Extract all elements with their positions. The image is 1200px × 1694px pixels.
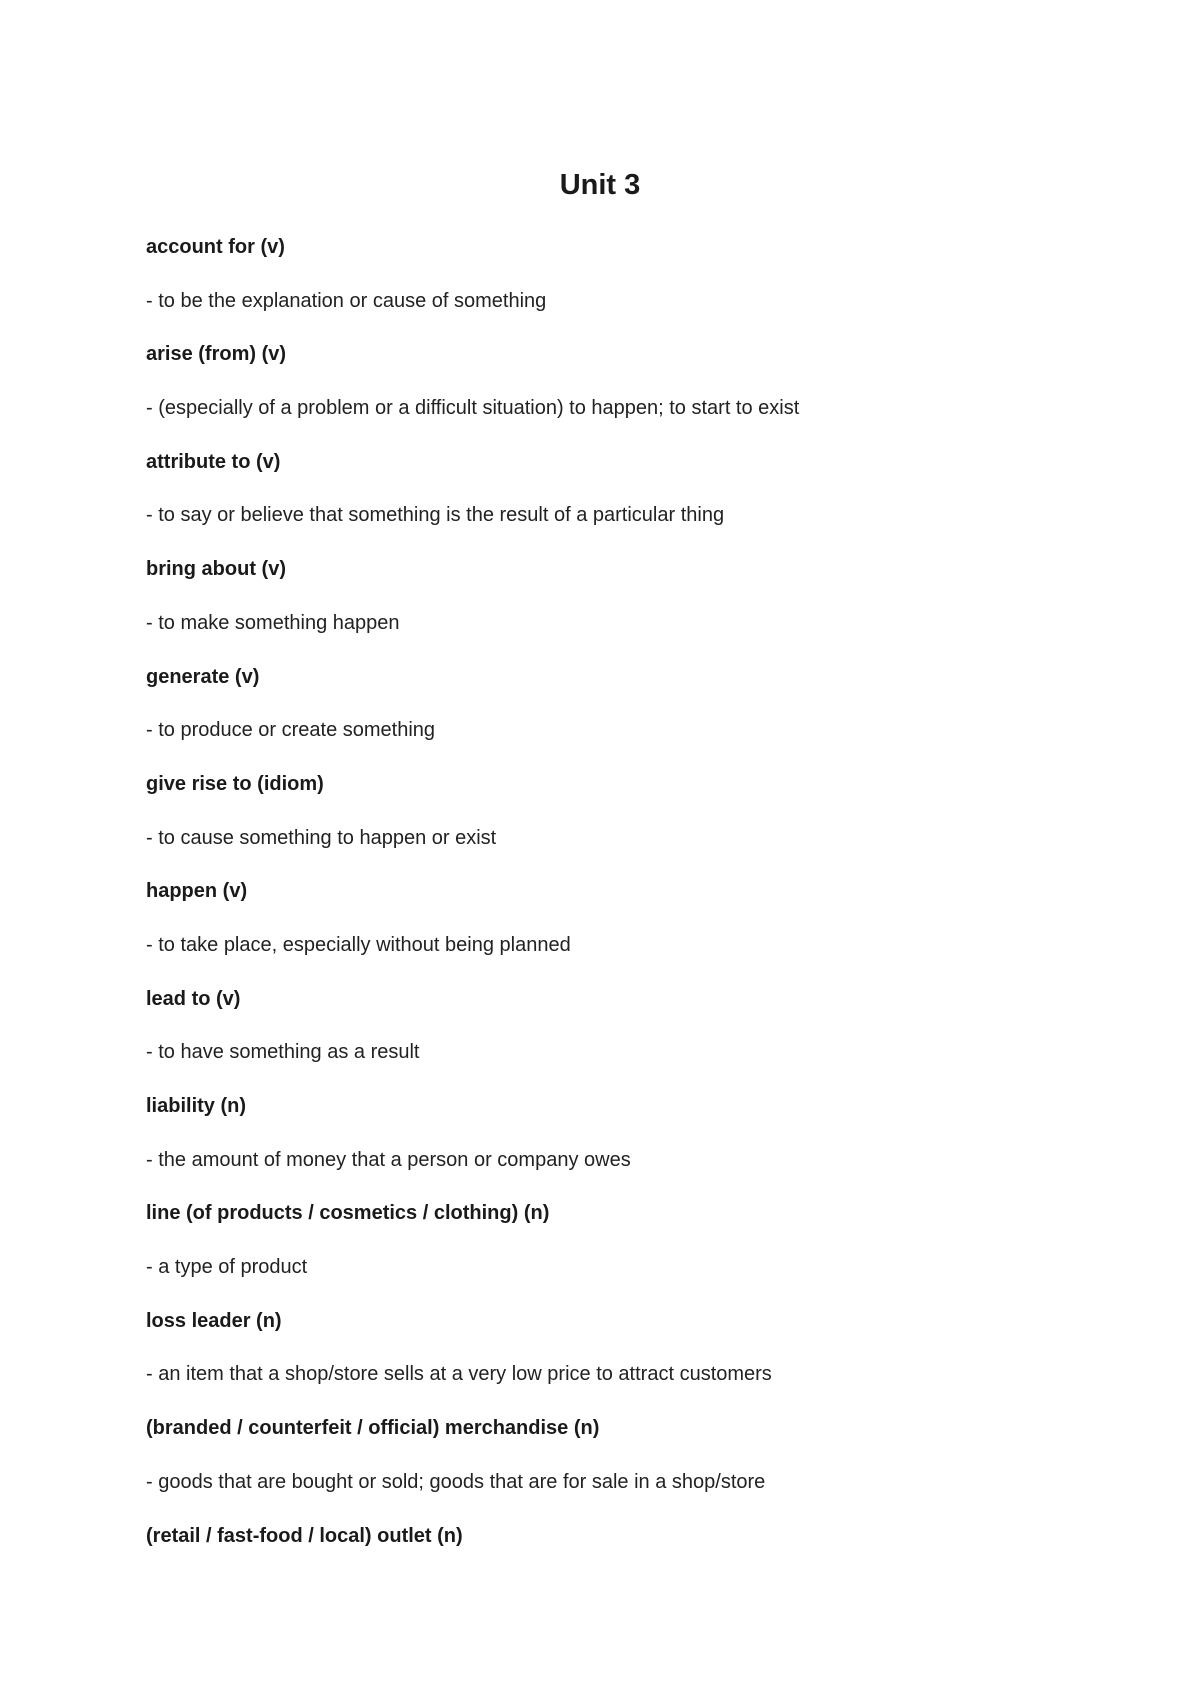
vocab-definition: - to say or believe that something is the result of a particular thing (146, 504, 725, 527)
vocab-term: lead to (v) (146, 987, 241, 1010)
vocab-definition: - an item that a shop/store sells at a very low price to attract customers (146, 1363, 772, 1386)
vocab-entry-give-rise-to (146, 769, 1146, 876)
vocab-definition: - to produce or create something (146, 719, 436, 742)
vocab-term: generate (v) (146, 665, 260, 688)
vocab-definition: - to have something as a result (146, 1041, 420, 1064)
vocab-entry-happen (146, 876, 1146, 983)
vocab-term: attribute to (v) (146, 450, 281, 473)
vocab-definition: - to make something happen (146, 611, 400, 634)
vocab-term: (retail / fast-food / local) outlet (n) (146, 1524, 463, 1547)
vocab-entry-arise-from (146, 339, 1146, 446)
vocab-term: bring about (v) (146, 558, 286, 581)
vocab-term: line (of products / cosmetics / clothing) (n) (146, 1202, 550, 1225)
vocab-entry-merchandise (146, 1413, 1146, 1520)
vocab-definition: - goods that are bought or sold; goods that are for sale in a shop/store (146, 1470, 766, 1493)
vocab-term: (branded / counterfeit / official) merchandise (n) (146, 1417, 600, 1440)
vocab-definition: - to take place, especially without being planned (146, 933, 571, 956)
vocab-term: give rise to (idiom) (146, 772, 324, 795)
vocab-entry-account-for (146, 232, 1146, 339)
vocab-entry-lead-to (146, 984, 1146, 1091)
vocab-definition: - to cause something to happen or exist (146, 826, 497, 849)
vocabulary-list (146, 232, 1146, 1574)
vocab-entry-outlet (146, 1521, 1146, 1575)
page-title: Unit 3 (559, 169, 641, 201)
vocab-term: liability (n) (146, 1095, 246, 1117)
vocab-definition: - the amount of money that a person or company owes (146, 1148, 631, 1171)
vocab-entry-attribute-to (146, 447, 1146, 554)
vocab-entry-bring-about (146, 554, 1146, 661)
vocab-entry-liability (146, 1091, 1146, 1198)
vocab-term: loss leader (n) (146, 1309, 282, 1332)
vocab-entry-line (146, 1198, 1146, 1305)
vocab-definition: - a type of product (146, 1256, 308, 1279)
vocab-definition: - (especially of a problem or a difficult situation) to happen; to start to exist (146, 397, 800, 420)
vocab-entry-loss-leader (146, 1306, 1146, 1413)
vocab-term: arise (from) (v) (146, 343, 287, 366)
vocab-term: account for (v) (146, 236, 285, 258)
vocab-definition: - to be the explanation or cause of something (146, 289, 547, 312)
vocab-term: happen (v) (146, 880, 248, 903)
vocab-entry-generate (146, 662, 1146, 769)
